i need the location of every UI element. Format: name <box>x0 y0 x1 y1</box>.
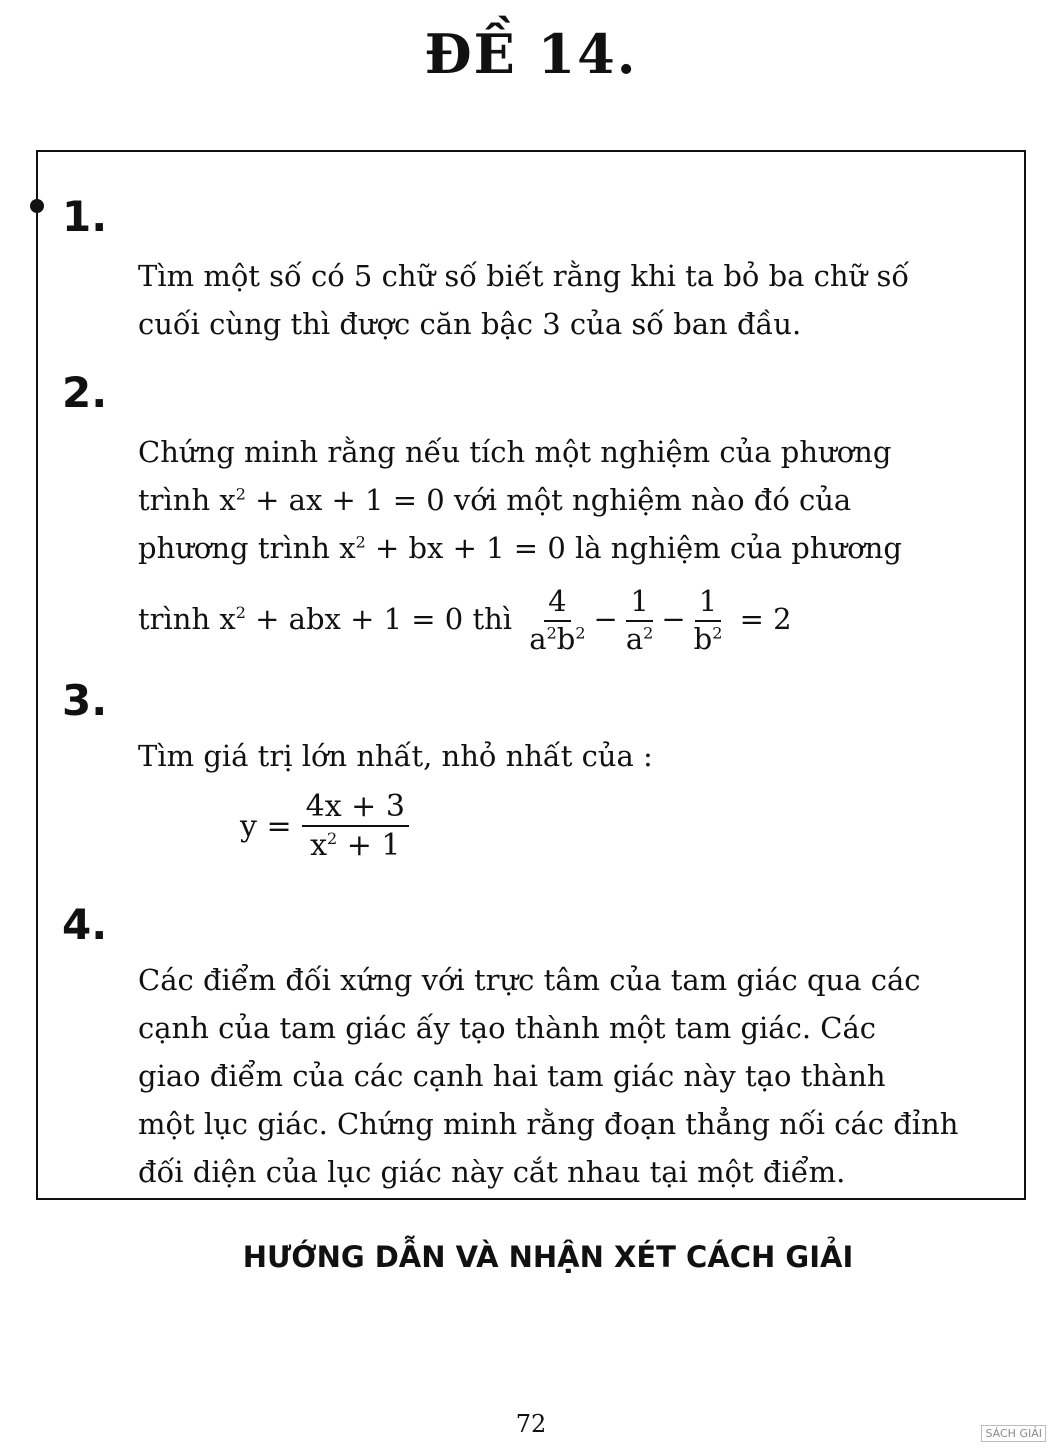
problem-4-line: Các điểm đối xứng với trực tâm của tam giác qua các <box>138 963 921 997</box>
problem-1-line: cuối cùng thì được căn bậc 3 của số ban đầu. <box>138 307 802 341</box>
fraction-4-over-a2b2: $\frac{4}{a^2b^2}$ <box>529 584 586 656</box>
problem-2-number: 2. <box>62 368 108 417</box>
watermark-logo: SÁCH GIẢI <box>981 1425 1046 1442</box>
problem-4-text <box>138 956 994 1196</box>
problem-3-number: 3. <box>62 676 108 725</box>
problem-4-line: đối diện của lục giác này cắt nhau tại một điểm. <box>138 1155 846 1189</box>
problem-4-line: giao điểm của các cạnh hai tam giác này tạo thành <box>138 1059 886 1093</box>
formula-fraction: $\frac{4x + 3}{x^2 + 1}$ <box>302 790 409 862</box>
problem-1-line: Tìm một số có 5 chữ số biết rằng khi ta bỏ ba chữ số <box>138 259 910 293</box>
problem-2-line: phương trình $x^2$ + bx + 1 = 0 là nghiệm của phương <box>138 531 902 565</box>
problem-3-formula: y = $\frac{4x + 3}{x^2 + 1}$ <box>240 790 413 862</box>
problem-4-number: 4. <box>62 900 108 949</box>
guide-heading: HƯỚNG DẪN VÀ NHẬN XÉT CÁCH GIẢI <box>242 1240 854 1274</box>
fraction-1-over-a2: $\frac{1}{a^2}$ <box>625 584 654 656</box>
problem-2-line: Chứng minh rằng nếu tích một nghiệm của phương <box>138 435 892 469</box>
problem-4-line: cạnh của tam giác ấy tạo thành một tam giác. Các <box>138 1011 876 1045</box>
problem-1-number: 1. <box>62 192 108 241</box>
bullet-mark <box>30 199 44 213</box>
problem-4-line: một lục giác. Chứng minh rằng đoạn thẳng nối các đỉnh <box>138 1107 959 1141</box>
problem-3-text: Tìm giá trị lớn nhất, nhỏ nhất của : <box>138 739 653 773</box>
problem-2-line: trình $x^2$ + ax + 1 = 0 với một nghiệm nào đó của <box>138 483 852 517</box>
fraction-1-over-b2: $\frac{1}{b^2}$ <box>693 584 723 656</box>
problem-2-text <box>138 428 994 656</box>
page-title: ĐỀ 14. <box>424 22 638 86</box>
problem-2-line: trình $x^2$ + abx + 1 = 0 thì $\frac{4}{a^2b^2}$ − $\frac{1}{a^2}$ − $\frac{1}{b^2}$ = 2 <box>138 584 792 656</box>
page-number: 72 <box>515 1410 547 1438</box>
problem-1-text <box>138 252 994 348</box>
